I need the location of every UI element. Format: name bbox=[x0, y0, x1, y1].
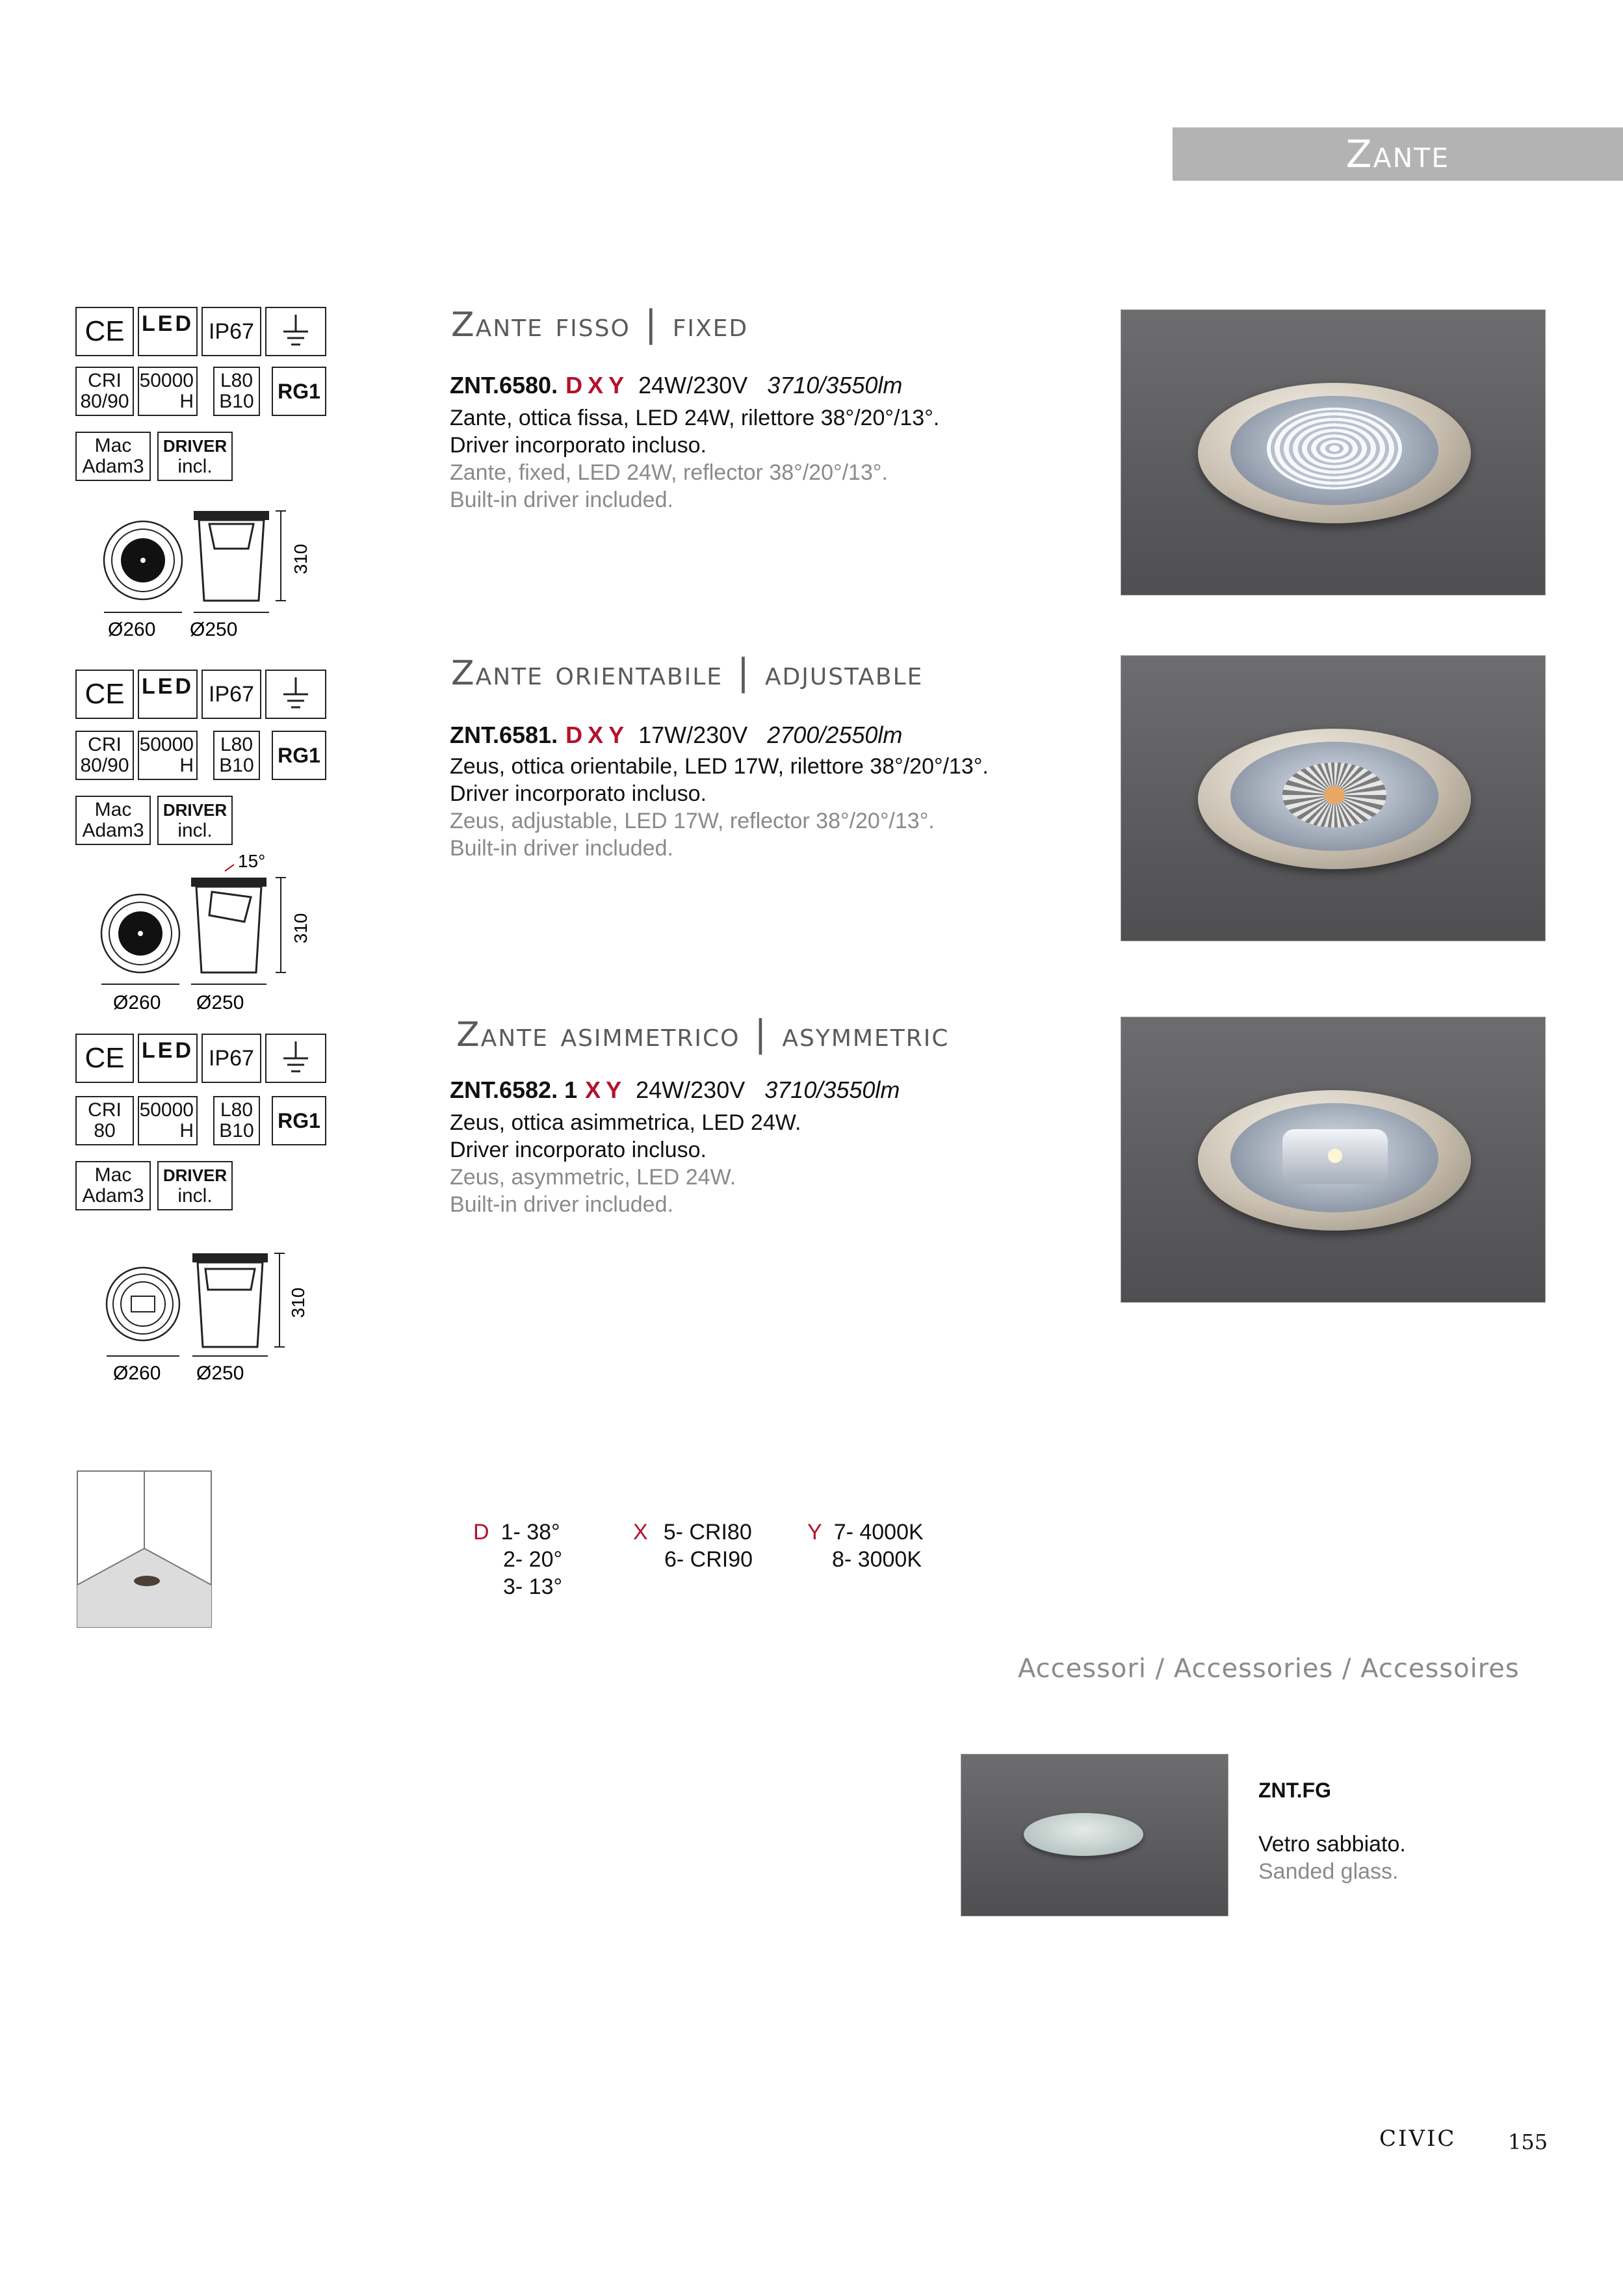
ground-icon bbox=[265, 1034, 326, 1083]
rg1-box: RG1 bbox=[272, 1096, 326, 1145]
product-1-description: Zante, ottica fissa, LED 24W, rilettore 38°/20°/13°. Driver incorporato incluso. Zante, fixed, LED 24W, reflector 38°/20°/13°. Built-in driver included. bbox=[450, 406, 940, 512]
l80-box: L80 B10 bbox=[213, 1096, 260, 1145]
product-3-drawing bbox=[97, 1242, 318, 1394]
ground-icon bbox=[265, 307, 326, 356]
diameter-260: Ø260 bbox=[113, 992, 161, 1013]
cri-box: CRI 80/90 bbox=[75, 731, 134, 780]
mac-adam-box: Mac Adam3 bbox=[75, 1161, 151, 1210]
diameter-260: Ø260 bbox=[113, 1363, 161, 1384]
driver-box: DRIVER incl. bbox=[157, 1161, 233, 1210]
legend-x: X 5- CRI80 6- CRI90 bbox=[633, 1520, 753, 1572]
lifetime-box: 50000 H bbox=[138, 731, 198, 780]
section-tab: Zante bbox=[1173, 127, 1623, 181]
legend-d: D 1- 38° 2- 20° 3- 13° bbox=[473, 1520, 563, 1599]
product-3-code-line: ZNT.6582. 1 X Y 24W/230V 3710/3550lm bbox=[450, 1076, 900, 1103]
diameter-250: Ø250 bbox=[190, 619, 238, 640]
ip-rating: IP67 bbox=[201, 670, 261, 719]
brand-logo: CIVIC bbox=[1379, 2126, 1457, 2152]
rg1-box: RG1 bbox=[272, 731, 326, 780]
accessory-code: ZNT.FG bbox=[1258, 1779, 1331, 1802]
product-3-photo bbox=[1121, 1017, 1546, 1303]
diameter-260: Ø260 bbox=[108, 619, 156, 640]
led-icon: LED bbox=[138, 307, 198, 356]
accessory-desc-en: Sanded glass. bbox=[1258, 1859, 1399, 1884]
ce-mark-icon: CE bbox=[75, 307, 134, 356]
accessory-desc-it: Vetro sabbiato. bbox=[1258, 1832, 1406, 1857]
rg1-box: RG1 bbox=[272, 367, 326, 416]
height-label: 310 bbox=[291, 543, 311, 575]
led-icon: LED bbox=[138, 670, 198, 719]
lifetime-box: 50000 H bbox=[138, 1096, 198, 1145]
lifetime-box: 50000 H bbox=[138, 367, 198, 416]
product-2-code-line: ZNT.6581. D X Y 17W/230V 2700/2550lm bbox=[450, 722, 903, 748]
ip-rating: IP67 bbox=[201, 307, 261, 356]
product-2-photo bbox=[1121, 655, 1546, 941]
mac-adam-box: Mac Adam3 bbox=[75, 432, 151, 481]
mac-adam-box: Mac Adam3 bbox=[75, 796, 151, 845]
product-2-icons bbox=[75, 670, 330, 865]
product-1-drawing bbox=[97, 501, 318, 653]
ip-rating: IP67 bbox=[201, 1034, 261, 1083]
product-3-description: Zeus, ottica asimmetrica, LED 24W. Driver incorporato incluso. Zeus, asymmetric, LED 24W. Built-in driver included. bbox=[450, 1110, 801, 1217]
driver-box: DRIVER incl. bbox=[157, 796, 233, 845]
diameter-250: Ø250 bbox=[196, 992, 244, 1013]
installation-diagram bbox=[77, 1470, 213, 1632]
product-1-photo bbox=[1121, 309, 1546, 595]
legend-y: Y 7- 4000K 8- 3000K bbox=[807, 1520, 924, 1572]
page-number: 155 bbox=[1508, 2130, 1548, 2154]
cri-box: CRI 80/90 bbox=[75, 367, 134, 416]
ground-icon bbox=[265, 670, 326, 719]
product-2-title: Zante orientabile | adjustable bbox=[451, 651, 924, 694]
driver-box: DRIVER incl. bbox=[157, 432, 233, 481]
accessory-photo bbox=[961, 1754, 1228, 1916]
accessories-title: Accessori / Accessories / Accessoires bbox=[1018, 1654, 1520, 1684]
product-2-description: Zeus, ottica orientabile, LED 17W, rilettore 38°/20°/13°. Driver incorporato incluso. Zeus, adjustable, LED 17W, reflector 38°/20°/13°. Built-in driver included. bbox=[450, 754, 989, 861]
diameter-250: Ø250 bbox=[196, 1363, 244, 1384]
product-1-title: Zante fisso | fixed bbox=[451, 303, 749, 345]
cri-box: CRI 80 bbox=[75, 1096, 134, 1145]
ce-mark-icon: CE bbox=[75, 1034, 134, 1083]
product-2-drawing bbox=[97, 852, 318, 1024]
ce-mark-icon: CE bbox=[75, 670, 134, 719]
l80-box: L80 B10 bbox=[213, 367, 260, 416]
led-icon: LED bbox=[138, 1034, 198, 1083]
product-3-icons bbox=[75, 1034, 330, 1229]
product-3-title: Zante asimmetrico | asymmetric bbox=[456, 1013, 950, 1055]
product-1-code-line: ZNT.6580. D X Y 24W/230V 3710/3550lm bbox=[450, 372, 903, 398]
l80-box: L80 B10 bbox=[213, 731, 260, 780]
tilt-label: 15° bbox=[238, 852, 266, 871]
height-label: 310 bbox=[291, 913, 311, 944]
height-label: 310 bbox=[288, 1287, 308, 1318]
